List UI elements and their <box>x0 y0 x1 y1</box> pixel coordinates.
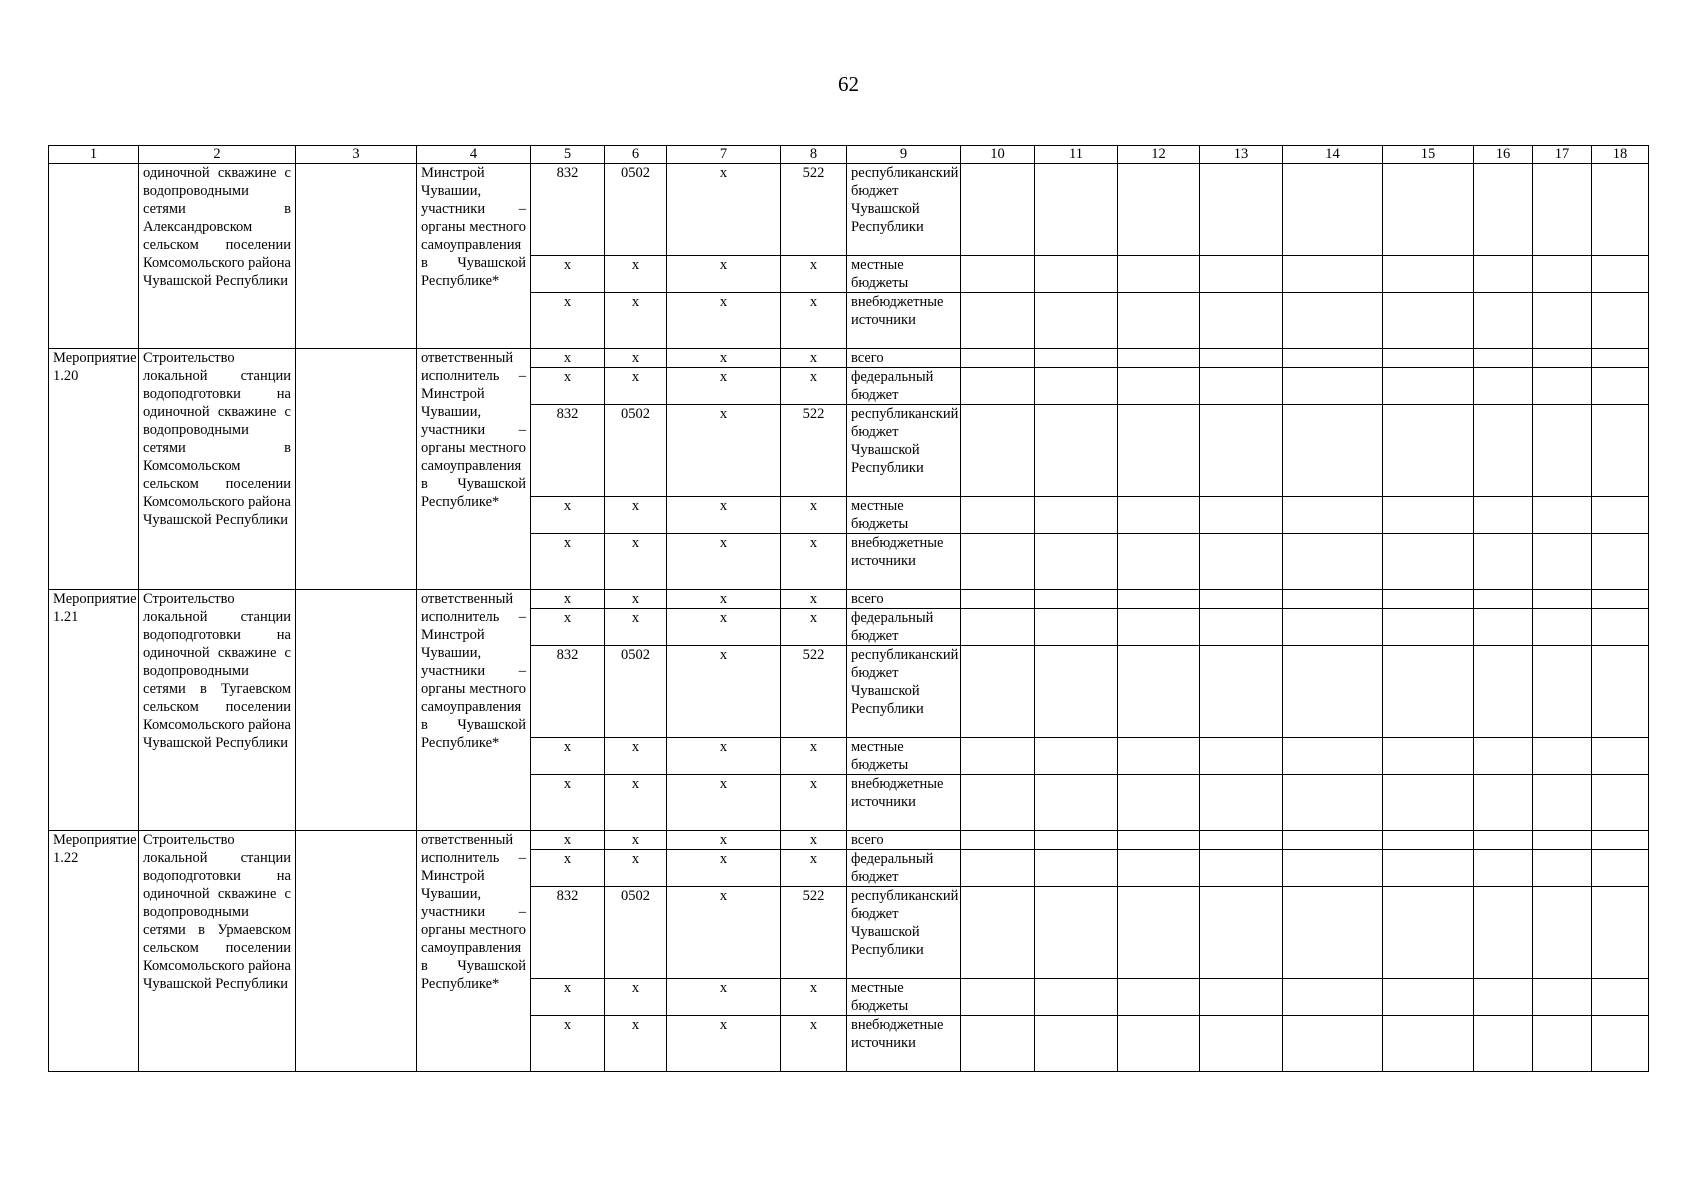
value-cell-col-14 <box>1283 775 1383 831</box>
value-cell-col-15 <box>1383 850 1474 887</box>
code-cell-c8: х <box>781 979 847 1016</box>
code-cell-c6: х <box>605 979 667 1016</box>
funding-source: местные бюджеты <box>847 979 961 1016</box>
value-cell-col-14 <box>1283 1016 1383 1072</box>
value-cell-col-14 <box>1283 293 1383 349</box>
value-cell-col-14 <box>1283 256 1383 293</box>
value-cell-col-16 <box>1474 831 1533 850</box>
value-cell-col-18 <box>1592 775 1649 831</box>
value-cell-col-12 <box>1118 831 1200 850</box>
column-number-8: 8 <box>781 146 847 164</box>
funding-source: внебюджетные источники <box>847 534 961 590</box>
value-cell-col-11 <box>1035 831 1118 850</box>
value-cell-col-15 <box>1383 349 1474 368</box>
value-cell-col-16 <box>1474 164 1533 256</box>
measure-title: Строительство локальной станции водоподготовки на одиночной скважине с водопроводными сетями в Тугаевском сельском поселении Комсомольского района Чувашской Республики <box>139 590 296 831</box>
funding-source: внебюджетные источники <box>847 1016 961 1072</box>
column-number-9: 9 <box>847 146 961 164</box>
value-cell-col-12 <box>1118 164 1200 256</box>
value-cell-col-12 <box>1118 590 1200 609</box>
value-cell-col-10 <box>961 497 1035 534</box>
value-cell-col-14 <box>1283 887 1383 979</box>
code-cell-c6: 0502 <box>605 164 667 256</box>
code-cell-c5: х <box>531 609 605 646</box>
value-cell-col-12 <box>1118 405 1200 497</box>
value-cell-col-18 <box>1592 979 1649 1016</box>
value-cell-col-11 <box>1035 609 1118 646</box>
value-cell-col-12 <box>1118 738 1200 775</box>
value-cell-col-11 <box>1035 738 1118 775</box>
value-cell-col-14 <box>1283 738 1383 775</box>
code-cell-c6: х <box>605 850 667 887</box>
value-cell-col-14 <box>1283 497 1383 534</box>
value-cell-col-14 <box>1283 349 1383 368</box>
value-cell-col-12 <box>1118 887 1200 979</box>
value-cell-col-17 <box>1533 738 1592 775</box>
value-cell-col-14 <box>1283 609 1383 646</box>
column-number-18: 18 <box>1592 146 1649 164</box>
value-cell-col-14 <box>1283 590 1383 609</box>
column-3-cell <box>296 590 417 831</box>
value-cell-col-13 <box>1200 368 1283 405</box>
column-number-4: 4 <box>417 146 531 164</box>
code-cell-c5: х <box>531 850 605 887</box>
code-cell-c7: х <box>667 609 781 646</box>
value-cell-col-17 <box>1533 293 1592 349</box>
value-cell-col-17 <box>1533 850 1592 887</box>
value-cell-col-12 <box>1118 497 1200 534</box>
value-cell-col-11 <box>1035 405 1118 497</box>
code-cell-c7: х <box>667 831 781 850</box>
value-cell-col-10 <box>961 831 1035 850</box>
value-cell-col-15 <box>1383 775 1474 831</box>
value-cell-col-18 <box>1592 831 1649 850</box>
value-cell-col-10 <box>961 293 1035 349</box>
code-cell-c8: 522 <box>781 646 847 738</box>
value-cell-col-13 <box>1200 405 1283 497</box>
value-cell-col-13 <box>1200 887 1283 979</box>
code-cell-c8: х <box>781 256 847 293</box>
program-table <box>48 145 1649 1072</box>
value-cell-col-10 <box>961 887 1035 979</box>
column-number-12: 12 <box>1118 146 1200 164</box>
value-cell-col-15 <box>1383 368 1474 405</box>
value-cell-col-13 <box>1200 775 1283 831</box>
value-cell-col-13 <box>1200 831 1283 850</box>
value-cell-col-16 <box>1474 887 1533 979</box>
value-cell-col-10 <box>961 405 1035 497</box>
value-cell-col-16 <box>1474 497 1533 534</box>
value-cell-col-12 <box>1118 850 1200 887</box>
code-cell-c7: х <box>667 293 781 349</box>
funding-source: федеральный бюджет <box>847 850 961 887</box>
value-cell-col-13 <box>1200 349 1283 368</box>
code-cell-c8: х <box>781 1016 847 1072</box>
value-cell-col-16 <box>1474 850 1533 887</box>
value-cell-col-18 <box>1592 405 1649 497</box>
value-cell-col-14 <box>1283 368 1383 405</box>
value-cell-col-13 <box>1200 609 1283 646</box>
code-cell-c7: х <box>667 1016 781 1072</box>
column-number-5: 5 <box>531 146 605 164</box>
code-cell-c5: х <box>531 497 605 534</box>
value-cell-col-12 <box>1118 534 1200 590</box>
funding-source: республиканский бюджет Чувашской Республики <box>847 164 961 256</box>
value-cell-col-15 <box>1383 405 1474 497</box>
code-cell-c6: х <box>605 349 667 368</box>
value-cell-col-11 <box>1035 1016 1118 1072</box>
column-number-10: 10 <box>961 146 1035 164</box>
value-cell-col-15 <box>1383 1016 1474 1072</box>
value-cell-col-15 <box>1383 979 1474 1016</box>
code-cell-c6: х <box>605 497 667 534</box>
code-cell-c6: х <box>605 738 667 775</box>
value-cell-col-13 <box>1200 646 1283 738</box>
value-cell-col-10 <box>961 534 1035 590</box>
value-cell-col-13 <box>1200 256 1283 293</box>
value-cell-col-16 <box>1474 534 1533 590</box>
value-cell-col-16 <box>1474 775 1533 831</box>
measure-executor: ответственный исполнитель – Минстрой Чувашии, участники – органы местного самоуправления в Чувашской Республике* <box>417 590 531 831</box>
value-cell-col-16 <box>1474 646 1533 738</box>
value-cell-col-10 <box>961 368 1035 405</box>
column-3-cell <box>296 831 417 1072</box>
measure-executor: ответственный исполнитель – Минстрой Чувашии, участники – органы местного самоуправления в Чувашской Республике* <box>417 349 531 590</box>
code-cell-c6: х <box>605 534 667 590</box>
value-cell-col-17 <box>1533 887 1592 979</box>
value-cell-col-15 <box>1383 256 1474 293</box>
value-cell-col-12 <box>1118 349 1200 368</box>
column-number-7: 7 <box>667 146 781 164</box>
code-cell-c8: х <box>781 293 847 349</box>
code-cell-c8: х <box>781 850 847 887</box>
value-cell-col-12 <box>1118 256 1200 293</box>
value-cell-col-17 <box>1533 405 1592 497</box>
code-cell-c8: 522 <box>781 405 847 497</box>
code-cell-c7: х <box>667 349 781 368</box>
value-cell-col-11 <box>1035 497 1118 534</box>
value-cell-col-17 <box>1533 349 1592 368</box>
value-cell-col-15 <box>1383 887 1474 979</box>
value-cell-col-10 <box>961 164 1035 256</box>
value-cell-col-18 <box>1592 609 1649 646</box>
value-cell-col-18 <box>1592 1016 1649 1072</box>
measure-title: Строительство локальной станции водоподготовки на одиночной скважине с водопроводными сетями в Комсомольском сельском поселении Комсомольского района Чувашской Республики <box>139 349 296 590</box>
value-cell-col-15 <box>1383 497 1474 534</box>
code-cell-c5: 832 <box>531 164 605 256</box>
measure-label: Мероприятие 1.20 <box>49 349 139 590</box>
column-number-13: 13 <box>1200 146 1283 164</box>
column-number-row <box>49 146 1649 164</box>
value-cell-col-13 <box>1200 164 1283 256</box>
value-cell-col-15 <box>1383 590 1474 609</box>
table-row <box>49 164 1649 256</box>
code-cell-c7: х <box>667 534 781 590</box>
value-cell-col-14 <box>1283 831 1383 850</box>
value-cell-col-15 <box>1383 293 1474 349</box>
code-cell-c7: х <box>667 646 781 738</box>
code-cell-c7: х <box>667 405 781 497</box>
value-cell-col-12 <box>1118 1016 1200 1072</box>
value-cell-col-17 <box>1533 831 1592 850</box>
value-cell-col-16 <box>1474 590 1533 609</box>
code-cell-c7: х <box>667 738 781 775</box>
value-cell-col-17 <box>1533 1016 1592 1072</box>
code-cell-c5: х <box>531 534 605 590</box>
value-cell-col-11 <box>1035 368 1118 405</box>
code-cell-c5: х <box>531 590 605 609</box>
column-number-15: 15 <box>1383 146 1474 164</box>
value-cell-col-17 <box>1533 646 1592 738</box>
column-number-2: 2 <box>139 146 296 164</box>
column-number-3: 3 <box>296 146 417 164</box>
value-cell-col-15 <box>1383 534 1474 590</box>
value-cell-col-13 <box>1200 1016 1283 1072</box>
code-cell-c5: х <box>531 368 605 405</box>
code-cell-c6: 0502 <box>605 646 667 738</box>
code-cell-c5: 832 <box>531 887 605 979</box>
code-cell-c7: х <box>667 590 781 609</box>
code-cell-c8: х <box>781 775 847 831</box>
funding-source: республиканский бюджет Чувашской Республики <box>847 887 961 979</box>
code-cell-c6: 0502 <box>605 405 667 497</box>
code-cell-c6: х <box>605 831 667 850</box>
value-cell-col-18 <box>1592 590 1649 609</box>
funding-source: всего <box>847 590 961 609</box>
code-cell-c8: 522 <box>781 164 847 256</box>
value-cell-col-18 <box>1592 534 1649 590</box>
value-cell-col-13 <box>1200 590 1283 609</box>
value-cell-col-18 <box>1592 368 1649 405</box>
measure-title: Строительство локальной станции водоподготовки на одиночной скважине с водопроводными сетями в Урмаевском сельском поселении Комсомольского района Чувашской Республики <box>139 831 296 1072</box>
table-row <box>49 831 1649 850</box>
funding-source: местные бюджеты <box>847 738 961 775</box>
value-cell-col-17 <box>1533 590 1592 609</box>
value-cell-col-17 <box>1533 164 1592 256</box>
column-3-cell <box>296 164 417 349</box>
value-cell-col-12 <box>1118 368 1200 405</box>
value-cell-col-10 <box>961 775 1035 831</box>
value-cell-col-17 <box>1533 609 1592 646</box>
funding-source: республиканский бюджет Чувашской Республики <box>847 646 961 738</box>
measure-executor: ответственный исполнитель – Минстрой Чувашии, участники – органы местного самоуправления в Чувашской Республике* <box>417 831 531 1072</box>
value-cell-col-10 <box>961 590 1035 609</box>
value-cell-col-12 <box>1118 646 1200 738</box>
value-cell-col-17 <box>1533 497 1592 534</box>
value-cell-col-17 <box>1533 775 1592 831</box>
code-cell-c6: х <box>605 590 667 609</box>
value-cell-col-11 <box>1035 979 1118 1016</box>
value-cell-col-13 <box>1200 497 1283 534</box>
code-cell-c6: х <box>605 609 667 646</box>
code-cell-c8: х <box>781 534 847 590</box>
value-cell-col-11 <box>1035 646 1118 738</box>
code-cell-c5: 832 <box>531 646 605 738</box>
value-cell-col-10 <box>961 979 1035 1016</box>
measure-label: Мероприятие 1.22 <box>49 831 139 1072</box>
value-cell-col-15 <box>1383 738 1474 775</box>
code-cell-c7: х <box>667 164 781 256</box>
funding-source: внебюджетные источники <box>847 293 961 349</box>
value-cell-col-14 <box>1283 534 1383 590</box>
code-cell-c8: х <box>781 831 847 850</box>
code-cell-c6: 0502 <box>605 887 667 979</box>
table-row <box>49 349 1649 368</box>
value-cell-col-16 <box>1474 405 1533 497</box>
measure-label: Мероприятие 1.21 <box>49 590 139 831</box>
column-number-16: 16 <box>1474 146 1533 164</box>
value-cell-col-18 <box>1592 164 1649 256</box>
code-cell-c5: х <box>531 293 605 349</box>
value-cell-col-10 <box>961 850 1035 887</box>
value-cell-col-11 <box>1035 850 1118 887</box>
value-cell-col-11 <box>1035 256 1118 293</box>
column-number-17: 17 <box>1533 146 1592 164</box>
value-cell-col-11 <box>1035 887 1118 979</box>
value-cell-col-18 <box>1592 349 1649 368</box>
column-number-1: 1 <box>49 146 139 164</box>
value-cell-col-10 <box>961 349 1035 368</box>
value-cell-col-16 <box>1474 738 1533 775</box>
funding-source: внебюджетные источники <box>847 775 961 831</box>
measure-title: одиночной скважине с водопроводными сетями в Александровском сельском поселении Комсомольского района Чувашской Республики <box>139 164 296 349</box>
value-cell-col-10 <box>961 646 1035 738</box>
measure-label <box>49 164 139 349</box>
column-3-cell <box>296 349 417 590</box>
value-cell-col-12 <box>1118 775 1200 831</box>
value-cell-col-16 <box>1474 979 1533 1016</box>
value-cell-col-16 <box>1474 293 1533 349</box>
value-cell-col-13 <box>1200 850 1283 887</box>
value-cell-col-12 <box>1118 293 1200 349</box>
value-cell-col-18 <box>1592 646 1649 738</box>
code-cell-c8: 522 <box>781 887 847 979</box>
value-cell-col-13 <box>1200 293 1283 349</box>
code-cell-c7: х <box>667 979 781 1016</box>
value-cell-col-15 <box>1383 646 1474 738</box>
value-cell-col-17 <box>1533 534 1592 590</box>
code-cell-c6: х <box>605 775 667 831</box>
code-cell-c5: х <box>531 349 605 368</box>
value-cell-col-16 <box>1474 368 1533 405</box>
value-cell-col-18 <box>1592 256 1649 293</box>
code-cell-c5: х <box>531 979 605 1016</box>
value-cell-col-12 <box>1118 609 1200 646</box>
value-cell-col-10 <box>961 609 1035 646</box>
code-cell-c5: х <box>531 256 605 293</box>
code-cell-c8: х <box>781 738 847 775</box>
value-cell-col-18 <box>1592 738 1649 775</box>
page-number: 62 <box>838 72 859 96</box>
column-number-11: 11 <box>1035 146 1118 164</box>
value-cell-col-12 <box>1118 979 1200 1016</box>
funding-source: республиканский бюджет Чувашской Республики <box>847 405 961 497</box>
code-cell-c7: х <box>667 497 781 534</box>
code-cell-c5: х <box>531 831 605 850</box>
code-cell-c7: х <box>667 850 781 887</box>
value-cell-col-11 <box>1035 775 1118 831</box>
code-cell-c6: х <box>605 368 667 405</box>
measure-executor: Минстрой Чувашии, участники – органы местного самоуправления в Чувашской Республике* <box>417 164 531 349</box>
code-cell-c6: х <box>605 1016 667 1072</box>
value-cell-col-18 <box>1592 497 1649 534</box>
value-cell-col-13 <box>1200 738 1283 775</box>
code-cell-c7: х <box>667 887 781 979</box>
code-cell-c8: х <box>781 609 847 646</box>
code-cell-c5: х <box>531 1016 605 1072</box>
code-cell-c5: х <box>531 738 605 775</box>
funding-source: местные бюджеты <box>847 256 961 293</box>
value-cell-col-14 <box>1283 405 1383 497</box>
value-cell-col-16 <box>1474 256 1533 293</box>
column-number-6: 6 <box>605 146 667 164</box>
funding-source: федеральный бюджет <box>847 368 961 405</box>
value-cell-col-14 <box>1283 850 1383 887</box>
code-cell-c8: х <box>781 497 847 534</box>
value-cell-col-11 <box>1035 164 1118 256</box>
code-cell-c7: х <box>667 368 781 405</box>
value-cell-col-15 <box>1383 609 1474 646</box>
code-cell-c8: х <box>781 368 847 405</box>
code-cell-c6: х <box>605 293 667 349</box>
code-cell-c8: х <box>781 349 847 368</box>
column-number-14: 14 <box>1283 146 1383 164</box>
value-cell-col-15 <box>1383 164 1474 256</box>
value-cell-col-17 <box>1533 256 1592 293</box>
table-row <box>49 590 1649 609</box>
value-cell-col-10 <box>961 738 1035 775</box>
value-cell-col-10 <box>961 256 1035 293</box>
code-cell-c7: х <box>667 775 781 831</box>
value-cell-col-10 <box>961 1016 1035 1072</box>
value-cell-col-16 <box>1474 349 1533 368</box>
value-cell-col-17 <box>1533 368 1592 405</box>
value-cell-col-11 <box>1035 349 1118 368</box>
funding-source: федеральный бюджет <box>847 609 961 646</box>
code-cell-c8: х <box>781 590 847 609</box>
value-cell-col-11 <box>1035 534 1118 590</box>
code-cell-c5: 832 <box>531 405 605 497</box>
funding-source: местные бюджеты <box>847 497 961 534</box>
code-cell-c5: х <box>531 775 605 831</box>
value-cell-col-13 <box>1200 534 1283 590</box>
value-cell-col-18 <box>1592 887 1649 979</box>
value-cell-col-11 <box>1035 590 1118 609</box>
value-cell-col-11 <box>1035 293 1118 349</box>
funding-source: всего <box>847 349 961 368</box>
value-cell-col-15 <box>1383 831 1474 850</box>
value-cell-col-16 <box>1474 1016 1533 1072</box>
code-cell-c7: х <box>667 256 781 293</box>
value-cell-col-17 <box>1533 979 1592 1016</box>
code-cell-c6: х <box>605 256 667 293</box>
value-cell-col-13 <box>1200 979 1283 1016</box>
value-cell-col-16 <box>1474 609 1533 646</box>
value-cell-col-14 <box>1283 646 1383 738</box>
value-cell-col-18 <box>1592 293 1649 349</box>
value-cell-col-14 <box>1283 164 1383 256</box>
value-cell-col-14 <box>1283 979 1383 1016</box>
funding-source: всего <box>847 831 961 850</box>
value-cell-col-18 <box>1592 850 1649 887</box>
